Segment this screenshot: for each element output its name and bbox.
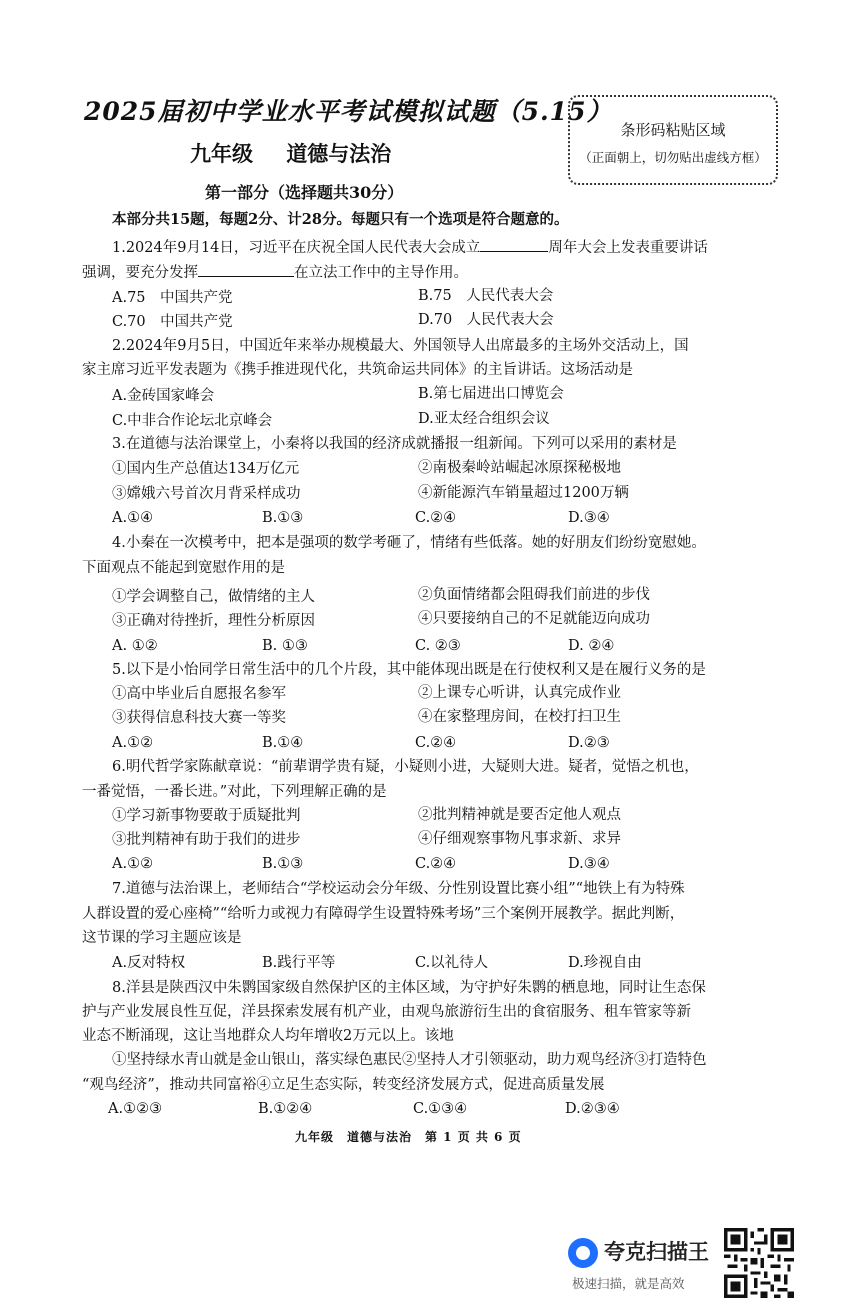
question-8-line4: ①坚持绿水青山就是金山银山，落实绿色惠民②坚持人才引领驱动，助力观鸟经济③打造特色 bbox=[112, 1052, 707, 1068]
q8-option-d: D.②③④ bbox=[565, 1101, 620, 1117]
q1-option-d: D.70 人民代表大会 bbox=[418, 312, 554, 328]
q3-statement-2: ②南极秦岭站崛起冰原探秘极地 bbox=[418, 460, 621, 476]
barcode-label: 条形码粘贴区域 bbox=[620, 121, 726, 139]
q6-statement-4: ④仔细观察事物凡事求新、求异 bbox=[418, 831, 621, 847]
q3-option-b: B.①③ bbox=[262, 510, 304, 526]
q2-option-c: C.中非合作论坛北京峰会 bbox=[112, 413, 273, 429]
exam-subtitle bbox=[190, 138, 417, 168]
instructions: 本部分共15题，每题2分、计28分。每题只有一个选项是符合题意的。 bbox=[112, 211, 569, 228]
question-1-line1 bbox=[112, 237, 708, 258]
q2-option-d: D.亚太经合组织会议 bbox=[418, 411, 550, 427]
question-7-line1: 7.道德与法治课上，老师结合“学校运动会分年级、分性别设置比赛小组”“地铁上有为特殊 bbox=[112, 881, 685, 897]
q7-option-b: B.践行平等 bbox=[262, 955, 336, 971]
q1-option-b: B.75 人民代表大会 bbox=[418, 288, 554, 304]
q8-option-c: C.①③④ bbox=[413, 1101, 468, 1117]
question-8-line3: 业态不断涌现，这让当地群众人均年增收2万元以上。该地 bbox=[82, 1028, 454, 1044]
q3-statement-4: ④新能源汽车销量超过1200万辆 bbox=[418, 485, 629, 501]
scanner-watermark bbox=[568, 1232, 720, 1296]
q4-statement-2: ②负面情绪都会阻碍我们前进的步伐 bbox=[418, 587, 650, 603]
question-7-line2: 人群设置的爱心座椅”“给听力或视力有障碍学生设置特殊考场”三个案例开展教学。据此判断， bbox=[82, 906, 685, 922]
q1-text-b: 周年大会上发表重要讲话 bbox=[548, 240, 708, 256]
answer-blank bbox=[198, 262, 294, 277]
q1-text-c: 强调，要充分发挥 bbox=[82, 265, 198, 281]
subject-label: 道德与法治 bbox=[286, 141, 392, 166]
q5-option-c: C.②④ bbox=[415, 735, 457, 751]
grade-label: 九年级 bbox=[190, 141, 253, 166]
exam-title: 2025届初中学业水平考试模拟试题（5.15） bbox=[84, 97, 613, 126]
question-8-line1: 8.洋县是陕西汉中朱鹮国家级自然保护区的主体区域，为守护好朱鹮的栖息地，同时让生态保 bbox=[112, 980, 706, 996]
q4-statement-3: ③正确对待挫折，理性分析原因 bbox=[112, 613, 315, 629]
q5-statement-2: ②上课专心听讲，认真完成作业 bbox=[418, 685, 621, 701]
q5-statement-3: ③获得信息科技大赛一等奖 bbox=[112, 710, 286, 726]
q7-option-d: D.珍视自由 bbox=[568, 955, 642, 971]
q8-option-a: A.①②③ bbox=[108, 1101, 163, 1117]
q5-option-a: A.①② bbox=[112, 735, 154, 751]
q2-option-a: A.金砖国家峰会 bbox=[112, 388, 215, 404]
q8-option-b: B.①②④ bbox=[258, 1101, 313, 1117]
q3-statement-3: ③嫦娥六号首次月背采样成功 bbox=[112, 486, 301, 502]
question-1-line2 bbox=[82, 262, 468, 283]
part-title: 第一部分（选择题共30分） bbox=[205, 183, 404, 202]
q4-option-a: A. ①② bbox=[112, 638, 158, 654]
question-5-line1: 5.以下是小怡同学日常生活中的几个片段，其中能体现出既是在行使权利又是在履行义务的是 bbox=[112, 662, 706, 678]
question-2-line1: 2.2024年9月5日，中国近年来举办规模最大、外国领导人出席最多的主场外交活动上，国 bbox=[112, 338, 689, 354]
q1-text-a: 1.2024年9月14日，习近平在庆祝全国人民代表大会成立 bbox=[112, 240, 481, 256]
scanner-logo-icon bbox=[568, 1238, 598, 1268]
q7-option-a: A.反对特权 bbox=[112, 955, 186, 971]
q3-option-c: C.②④ bbox=[415, 510, 457, 526]
q1-option-a: A.75 中国共产党 bbox=[112, 290, 233, 306]
barcode-area bbox=[568, 95, 778, 185]
q5-option-d: D.②③ bbox=[568, 735, 610, 751]
q6-option-b: B.①③ bbox=[262, 856, 304, 872]
scanner-slogan: 极速扫描，就是高效 bbox=[572, 1276, 685, 1291]
barcode-note: （正面朝上，切勿贴出虚线方框） bbox=[579, 150, 767, 165]
question-4-line2: 下面观点不能起到宽慰作用的是 bbox=[82, 560, 285, 576]
question-6-line1: 6.明代哲学家陈献章说：“前辈谓学贵有疑，小疑则小进，大疑则大进。疑者，觉悟之机也， bbox=[112, 759, 699, 775]
question-2-line2: 家主席习近平发表题为《携手推进现代化，共筑命运共同体》的主旨讲话。这场活动是 bbox=[82, 362, 633, 378]
q3-option-d: D.③④ bbox=[568, 510, 610, 526]
q5-option-b: B.①④ bbox=[262, 735, 304, 751]
question-8-line2: 护与产业发展良性互促，洋县探索发展有机产业，由观鸟旅游衍生出的食宿服务、租车管家等新 bbox=[82, 1004, 691, 1020]
q6-statement-1: ①学习新事物要敢于质疑批判 bbox=[112, 808, 301, 824]
q3-statement-1: ①国内生产总值达134万亿元 bbox=[112, 461, 300, 477]
q1-option-c: C.70 中国共产党 bbox=[112, 314, 233, 330]
q7-option-c: C.以礼待人 bbox=[415, 955, 489, 971]
q4-option-b: B. ①③ bbox=[262, 638, 308, 654]
question-8-line5: “观鸟经济”，推动共同富裕④立足生态实际，转变经济发展方式，促进高质量发展 bbox=[82, 1077, 605, 1093]
q1-text-d: 在立法工作中的主导作用。 bbox=[294, 265, 468, 281]
q6-option-a: A.①② bbox=[112, 856, 154, 872]
q6-option-c: C.②④ bbox=[415, 856, 457, 872]
scanner-name: 夸克扫描王 bbox=[604, 1240, 709, 1264]
q5-statement-4: ④在家整理房间，在校打扫卫生 bbox=[418, 709, 621, 725]
q6-statement-3: ③批判精神有助于我们的进步 bbox=[112, 832, 301, 848]
q4-statement-1: ①学会调整自己，做情绪的主人 bbox=[112, 589, 315, 605]
question-3-line1: 3.在道德与法治课堂上，小秦将以我国的经济成就播报一组新闻。下列可以采用的素材是 bbox=[112, 436, 677, 452]
question-6-line2: 一番觉悟，一番长进。”对此，下列理解正确的是 bbox=[82, 784, 387, 800]
q3-option-a: A.①④ bbox=[112, 510, 154, 526]
q4-option-c: C. ②③ bbox=[415, 638, 461, 654]
answer-blank bbox=[480, 237, 548, 252]
question-4-line1: 4.小秦在一次模考中，把本是强项的数学考砸了，情绪有些低落。她的好朋友们纷纷宽慰她。 bbox=[112, 535, 706, 551]
q6-option-d: D.③④ bbox=[568, 856, 610, 872]
q6-statement-2: ②批判精神就是要否定他人观点 bbox=[418, 807, 621, 823]
q4-option-d: D. ②④ bbox=[568, 638, 615, 654]
question-7-line3: 这节课的学习主题应该是 bbox=[82, 930, 242, 946]
qr-code-icon bbox=[724, 1228, 794, 1298]
page-footer: 九年级 道德与法治 第 1 页 共 6 页 bbox=[295, 1130, 522, 1144]
q5-statement-1: ①高中毕业后自愿报名参军 bbox=[112, 686, 286, 702]
q4-statement-4: ④只要接纳自己的不足就能迈向成功 bbox=[418, 611, 650, 627]
q2-option-b: B.第七届进出口博览会 bbox=[418, 386, 564, 402]
